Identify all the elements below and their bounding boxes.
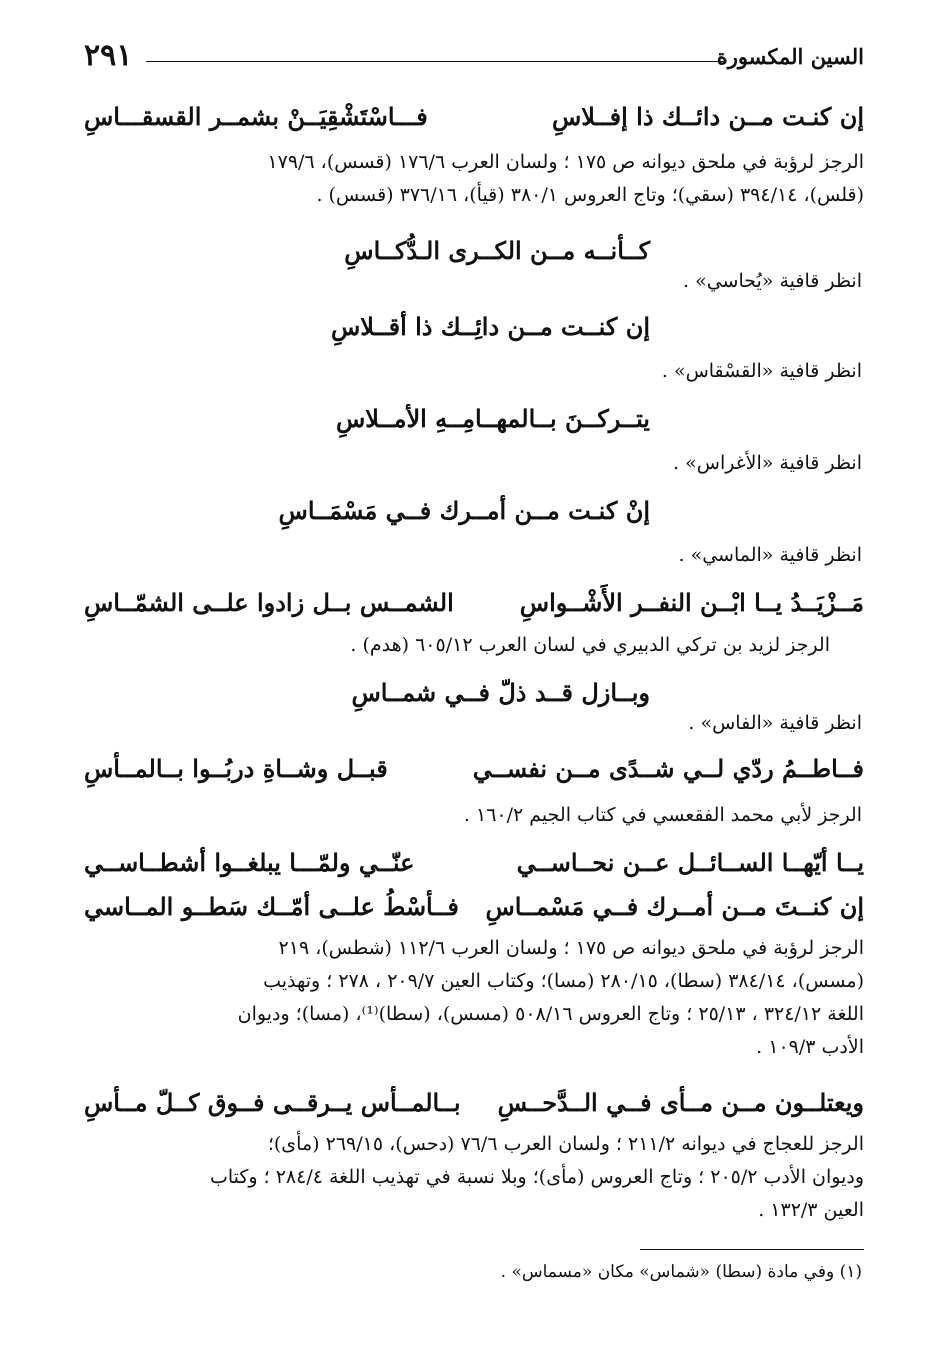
verse-second-hemistich: الشمــس بــل زادوا علــى الشمّــاسِ: [84, 588, 454, 617]
verse-4: [84, 848, 864, 882]
verse-first-hemistich: فــاطــمُ ردّي لــي شــدًى مــن نفســي: [472, 754, 864, 783]
verse-1: [84, 102, 864, 136]
source-note-2: الرجز لزيد بن تركي الدبيري في لسان العرب ٦٠٥/١٢ (هدم) .: [350, 634, 830, 656]
verse-6: [84, 1088, 864, 1122]
verse-line: وبــازل قــد ذلّ فــي شمــاسِ: [351, 678, 650, 707]
note-line: اللغة ٣٢٤/١٢ ، ٢٥/١٣ ؛ وتاج العروس ٥٠٨/١٦ (مسس)، (سطا)⁽¹⁾، (مسا)؛ وديوان: [237, 1003, 864, 1025]
note-line: الرجز لرؤبة في ملحق ديوانه ص ١٧٥ ؛ ولسان العرب ١٧٦/٦ (قسس)، ١٧٩/٦: [267, 151, 864, 173]
source-note-1: [84, 146, 864, 212]
verse-2: [84, 588, 864, 622]
verse-first-hemistich: إن كنـت مــن دائــك ذا إفــلاسِ: [551, 102, 864, 131]
verse-3: [84, 754, 864, 788]
cross-reference: انظر قافية «الأغراس» .: [673, 452, 862, 474]
verse-first-hemistich: يــا أيّهــا الســائــل عــن نحــاســي: [516, 848, 864, 877]
verse-5: [84, 892, 864, 926]
page-header: [84, 38, 864, 74]
verse-line: يتــركــنَ بــالمهــامِــهِ الأمــلاسِ: [335, 404, 650, 433]
note-line: الرجز لرؤبة في ملحق ديوانه ص ١٧٥ ؛ ولسان العرب ١١٢/٦ (شطس)، ٢١٩: [278, 937, 864, 959]
cross-reference: انظر قافية «القسْقاس» .: [661, 360, 862, 382]
verse-line: إن كنــت مــن دائِــك ذا أقــلاسِ: [330, 312, 650, 341]
verse-first-hemistich: مَــزْيَــدُ يــا ابْــن النفــر الأَشْــواسِ: [519, 588, 864, 617]
verse-first-hemistich: ويعتلــون مــن مــأى فــي الــدَّحــسِ: [497, 1088, 864, 1117]
note-line: الأدب ١٠٩/٣ .: [756, 1036, 864, 1058]
note-line: وديوان الأدب ٢٠٥/٢ ؛ وتاج العروس (مأى)؛ وبلا نسبة في تهذيب اللغة ٢٨٤/٤ ؛ وكتاب: [209, 1166, 864, 1188]
cross-reference: انظر قافية «يُحاسي» .: [682, 270, 862, 292]
verse-second-hemistich: فــأسْطُ علــى أمّــك سَطــو المــاسي: [84, 892, 459, 921]
source-note-4: [84, 932, 864, 1064]
verse-line: كــأنــه مــن الكــرى الـدُّكــاسِ: [344, 236, 650, 265]
page-number: ٢٩١: [84, 38, 133, 73]
source-note-5: [84, 1128, 864, 1227]
verse-second-hemistich: قبــل وشــاةِ دربُــوا بــالمــأسِ: [84, 754, 388, 783]
source-note-3: الرجز لأبي محمد الفقعسي في كتاب الجيم ١٦٠/٢ .: [463, 804, 862, 826]
footnote-rule: [640, 1249, 864, 1250]
verse-second-hemistich: عنّــي ولمّـــا يبلغــوا أشطــاســي: [84, 848, 415, 877]
running-title: السين المكسورة: [716, 44, 864, 69]
verse-second-hemistich: فـــاسْتَشْقِيَــنْ بشمــر القسقـــاسِ: [84, 102, 428, 131]
note-line: العين ١٣٢/٣ .: [758, 1199, 864, 1221]
note-line: (مسس)، ٣٨٤/١٤ (سطا)، ٢٨٠/١٥ (مسا)؛ وكتاب العين ٢٠٩/٧ ، ٢٧٨ ؛ وتهذيب: [263, 970, 864, 992]
verse-second-hemistich: بــالمــأس يــرقــى فــوق كــلّ مــأسِ: [84, 1088, 461, 1117]
header-rule: [146, 61, 726, 62]
footnote: (١) وفي مادة (سطا) «شماس» مكان «مسماس» .: [500, 1262, 862, 1282]
verse-line: إنْ كنـت مــن أمــرك فــي مَسْمَــاسِ: [278, 496, 650, 525]
cross-reference: انظر قافية «الفاس» .: [688, 712, 862, 734]
note-line: الرجز للعجاج في ديوانه ٢١١/٢ ؛ ولسان العرب ٧٦/٦ (دحس)، ٢٦٩/١٥ (مأى)؛: [267, 1133, 864, 1155]
cross-reference: انظر قافية «الماسي» .: [678, 544, 862, 566]
note-line: (قلس)، ٣٩٤/١٤ (سقي)؛ وتاج العروس ٣٨٠/١ (قيأ)، ٣٧٦/١٦ (قسس) .: [316, 184, 864, 206]
verse-first-hemistich: إن كنــتَ مــن أمــرك فــي مَسْمــاسِ: [485, 892, 864, 921]
